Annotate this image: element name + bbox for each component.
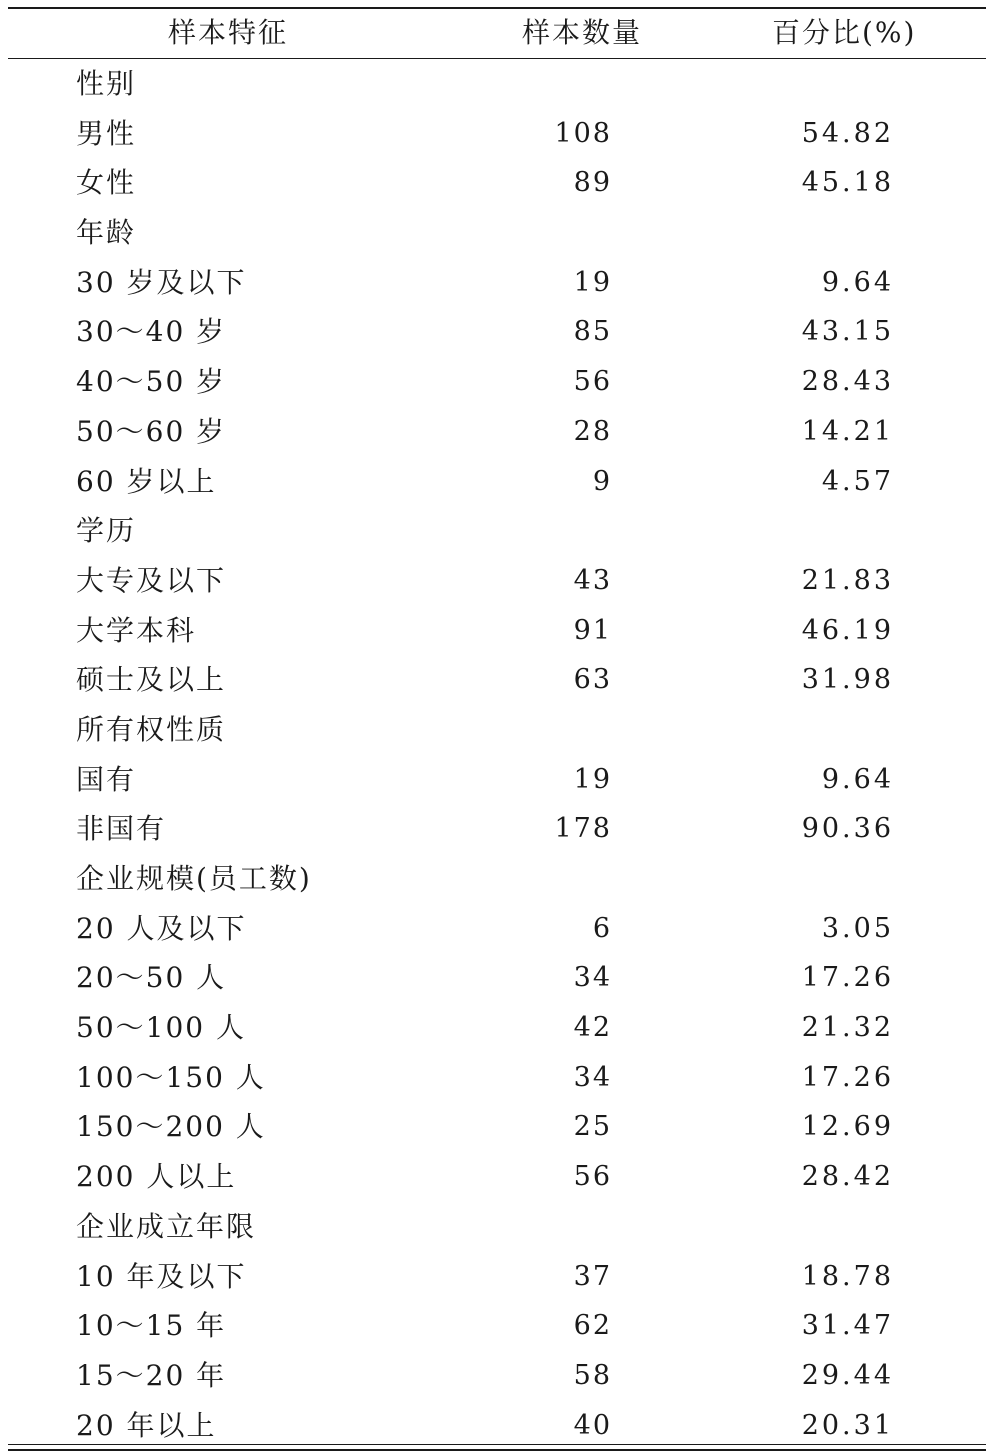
row-label: 大学本科	[76, 613, 197, 647]
row-percent: 90.36	[801, 813, 894, 845]
header-sample-count: 样本数量	[522, 16, 643, 49]
row-label: 20 年以上	[76, 1408, 217, 1442]
row-count: 62	[573, 1310, 612, 1342]
row-percent: 54.82	[801, 117, 894, 149]
row-label: 100～150 人	[76, 1060, 266, 1094]
row-percent: 14.21	[801, 415, 894, 447]
row-percent: 4.57	[821, 465, 894, 497]
table-row	[0, 457, 992, 507]
row-label: 学历	[76, 514, 137, 548]
table-row	[0, 1351, 992, 1401]
table-row	[0, 1102, 992, 1152]
table-row	[0, 705, 992, 755]
row-count: 56	[573, 1161, 612, 1193]
row-count: 85	[573, 316, 612, 348]
row-label: 女性	[76, 166, 137, 200]
table-row	[0, 506, 992, 556]
table-row	[0, 904, 992, 954]
table-row	[0, 804, 992, 854]
row-count: 43	[573, 564, 612, 596]
row-label: 性别	[76, 67, 137, 100]
row-percent: 28.43	[801, 366, 894, 398]
row-label: 60 岁以上	[76, 464, 217, 498]
row-count: 178	[554, 813, 612, 845]
table-row	[0, 109, 992, 159]
row-count: 6	[592, 912, 612, 944]
row-percent: 31.47	[801, 1310, 894, 1342]
row-count: 91	[573, 614, 612, 646]
row-count: 42	[573, 1012, 612, 1044]
row-label: 150～200 人	[76, 1110, 266, 1144]
row-percent: 9.64	[821, 266, 894, 298]
table-row	[0, 1053, 992, 1103]
table-row	[0, 307, 992, 357]
table-row	[0, 1152, 992, 1202]
row-percent: 43.15	[801, 316, 894, 348]
table-row	[0, 1202, 992, 1252]
row-label: 30～40 岁	[76, 315, 227, 349]
row-percent: 3.05	[821, 912, 894, 944]
table-row	[0, 556, 992, 606]
row-percent: 17.26	[801, 1061, 894, 1093]
row-label: 20 人及以下	[76, 911, 247, 945]
row-percent: 28.42	[801, 1161, 894, 1193]
row-percent: 46.19	[801, 614, 894, 646]
row-label: 硕士及以上	[76, 663, 227, 697]
row-count: 34	[573, 962, 612, 994]
row-percent: 21.83	[801, 564, 894, 596]
row-label: 10～15 年	[76, 1309, 227, 1343]
row-label: 10 年及以下	[76, 1259, 247, 1293]
row-count: 37	[573, 1260, 612, 1292]
row-label: 200 人以上	[76, 1160, 237, 1194]
row-percent: 20.31	[801, 1409, 894, 1441]
row-label: 20～50 人	[76, 961, 227, 995]
table-row	[0, 357, 992, 407]
table-row	[0, 854, 992, 904]
row-count: 19	[573, 266, 612, 298]
row-count: 28	[573, 415, 612, 447]
row-label: 国有	[76, 762, 137, 796]
row-percent: 17.26	[801, 962, 894, 994]
table-row	[0, 258, 992, 308]
row-count: 89	[573, 167, 612, 199]
table-row	[0, 208, 992, 258]
table-row	[0, 158, 992, 208]
row-label: 50～100 人	[76, 1011, 246, 1045]
row-label: 50～60 岁	[76, 414, 227, 448]
table-row	[0, 953, 992, 1003]
row-count: 40	[573, 1409, 612, 1441]
row-percent: 18.78	[801, 1260, 894, 1292]
row-percent: 12.69	[801, 1111, 894, 1143]
table-top-rule	[8, 7, 986, 9]
table-row	[0, 1003, 992, 1053]
row-percent: 31.98	[801, 664, 894, 696]
row-label: 企业成立年限	[76, 1209, 257, 1243]
row-percent: 21.32	[801, 1012, 894, 1044]
row-count: 9	[592, 465, 612, 497]
row-label: 15～20 年	[76, 1358, 227, 1392]
row-count: 19	[573, 763, 612, 795]
row-label: 30 岁及以下	[76, 265, 247, 299]
table-row	[0, 1252, 992, 1302]
row-count: 34	[573, 1061, 612, 1093]
row-label: 所有权性质	[76, 712, 227, 746]
row-count: 63	[573, 664, 612, 696]
row-label: 年龄	[76, 216, 137, 250]
table-header	[0, 10, 992, 56]
row-percent: 9.64	[821, 763, 894, 795]
table-row	[0, 655, 992, 705]
table-row	[0, 1401, 992, 1451]
row-percent: 45.18	[801, 167, 894, 199]
header-sample-feature: 样本特征	[168, 16, 289, 49]
row-label: 大专及以下	[76, 563, 227, 597]
row-count: 25	[573, 1111, 612, 1143]
row-label: 40～50 岁	[76, 365, 227, 399]
table-row	[0, 606, 992, 656]
table-row	[0, 1301, 992, 1351]
table-row	[0, 755, 992, 805]
row-label: 男性	[76, 116, 137, 150]
row-label: 非国有	[76, 812, 167, 846]
table-body	[0, 59, 992, 1450]
header-percentage: 百分比(%)	[772, 16, 917, 49]
row-count: 108	[554, 117, 612, 149]
row-count: 58	[573, 1359, 612, 1391]
row-label: 企业规模(员工数)	[76, 862, 312, 895]
table-row	[0, 407, 992, 457]
table-bottom-rule-thick	[8, 1449, 986, 1451]
table-row	[0, 59, 992, 109]
row-count: 56	[573, 366, 612, 398]
table-bottom-rule-thin	[8, 1444, 986, 1445]
row-percent: 29.44	[801, 1359, 894, 1391]
